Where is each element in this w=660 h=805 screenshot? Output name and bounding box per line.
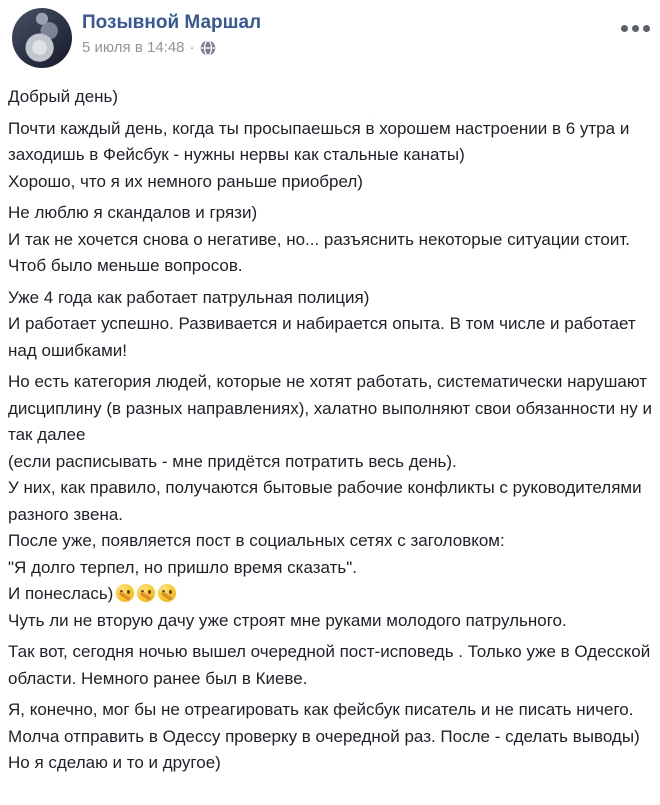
- post-header: [0, 0, 660, 74]
- author-name-link[interactable]: Позывной Маршал: [82, 12, 262, 33]
- post-text-line: И так не хочется снова о негативе, но... разъяснить некоторые ситуации стоит. Чтоб было меньше вопросов.: [8, 229, 630, 275]
- lying-face-emoji: [137, 584, 155, 602]
- post-text-line: У них, как правило, получаются бытовые рабочие конфликты с руководителями разного звена.: [8, 478, 642, 524]
- meta-separator: ·: [189, 39, 195, 56]
- post-text-line: Хорошо, что я их немного раньше приобрел): [8, 171, 363, 191]
- lying-face-emoji: [116, 584, 134, 602]
- post-paragraph: [8, 84, 652, 111]
- post-text-line: Не люблю я скандалов и грязи): [8, 203, 258, 222]
- post-text-line: После уже, появляется пост в социальных сетях с заголовком:: [8, 531, 505, 550]
- post-text-line: (если расписывать - мне придётся потратить весь день).: [8, 451, 457, 471]
- post-body-text: [0, 74, 660, 777]
- post-text-line: И работает успешно. Развивается и набирается опыта. В том числе и работает над ошибками!: [8, 314, 636, 360]
- post-text-line: Почти каждый день, когда ты просыпаешься в хорошем настроении в 6 утра и заходишь в Фейсбук - нужны нервы как стальные канаты): [8, 118, 630, 164]
- post-text-line: Я, конечно, мог бы не отреагировать как фейсбук писатель и не писать ничего. Молча отправить в Одессу проверку в очередной раз. После - сделать выводы): [8, 700, 640, 746]
- post-paragraph: [8, 285, 652, 365]
- ellipsis-menu-icon: [643, 25, 650, 32]
- post-text-line: Так вот, сегодня ночью вышел очередной пост-исповедь . Только уже в Одесской области. Немного ранее был в Киеве.: [8, 642, 651, 688]
- post-options-button[interactable]: [614, 18, 650, 38]
- post-text-line: "Я долго терпел, но пришло время сказать".: [8, 557, 357, 577]
- post-header-info: [82, 8, 261, 58]
- post-text-line: Но я сделаю и то и другое): [8, 753, 221, 772]
- post-text-line: Добрый день): [8, 87, 119, 106]
- post-paragraph: [8, 697, 652, 777]
- post-paragraph: [8, 200, 652, 280]
- post-timestamp[interactable]: 5 июля в 14:48: [82, 39, 185, 56]
- lying-face-emoji: [158, 584, 176, 602]
- avatar[interactable]: [12, 8, 72, 68]
- post-paragraph: [8, 639, 652, 692]
- ellipsis-menu-icon: [621, 25, 628, 32]
- post-text-line: Уже 4 года как работает патрульная полиция): [8, 287, 370, 307]
- globe-public-icon: [200, 40, 216, 56]
- post-text-line: Но есть категория людей, которые не хотят работать, систематически нарушают дисциплину (в разных направлениях), халатно выполняют свои обязанности ну и так далее: [8, 372, 652, 444]
- post-paragraph: [8, 116, 652, 196]
- ellipsis-menu-icon: [632, 25, 639, 32]
- post-text-line: И понеслась): [8, 581, 652, 608]
- post-text-line: Чуть ли не вторую дачу уже строят мне руками молодого патрульного.: [8, 610, 567, 630]
- post-meta: [82, 38, 261, 58]
- post-paragraph: [8, 369, 652, 634]
